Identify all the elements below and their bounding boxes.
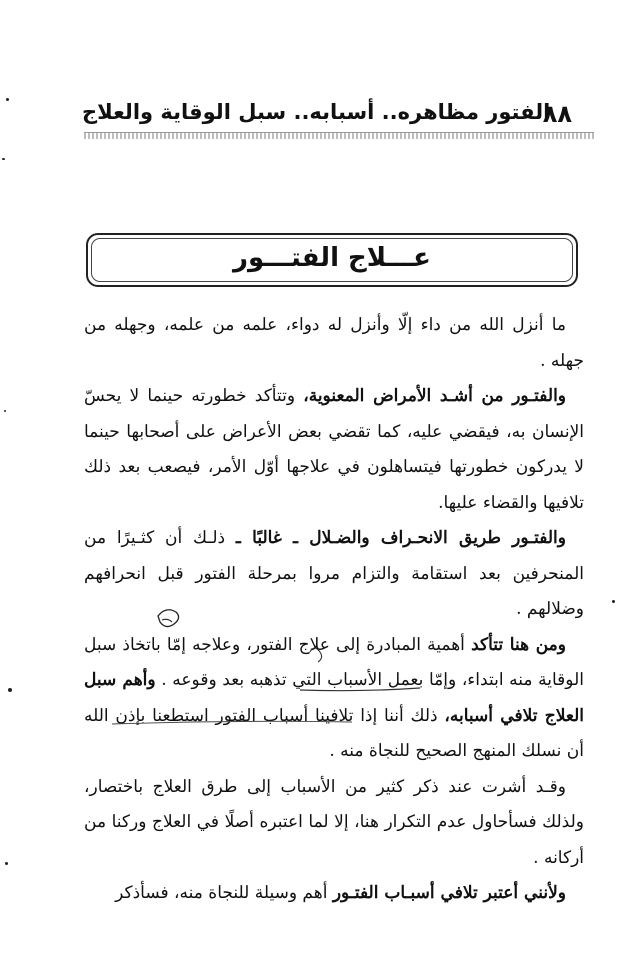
text-run: أركانه .	[533, 847, 584, 868]
bold-text-run: العلاج تلافي أسبابه،	[444, 705, 584, 726]
text-line	[84, 308, 584, 344]
page-number: ٨٨	[542, 100, 572, 128]
paragraph	[84, 876, 584, 912]
scan-speck	[2, 158, 5, 160]
text-run: تلافيها والقضاء عليها.	[438, 492, 584, 513]
text-run: وتتأكد خطورته حينما لا يحسّ	[84, 386, 304, 406]
text-line	[84, 415, 584, 451]
paragraph	[84, 379, 584, 521]
text-run: جهله .	[540, 350, 584, 371]
text-line	[84, 450, 584, 486]
text-run: أن نسلك المنهج الصحيح للنجاة منه .	[329, 741, 584, 761]
text-line	[84, 734, 584, 770]
text-run: لا يدركون خطورتها فيتساهلون في علاجها أوّل الأمر، فيصعب بعد ذلك	[84, 457, 584, 477]
bold-text-run: والفتـور طريق الانحـراف والضـلال ـ غالبًا ـ	[235, 528, 566, 548]
text-line	[84, 592, 584, 628]
paragraph	[84, 770, 584, 877]
bold-text-run: ومن هنا تتأكد	[471, 634, 566, 655]
text-line	[84, 344, 584, 380]
text-run: الوقاية منه ابتداء، وإمّا بعمل الأسباب التي تذهبه بعد وقوعه .	[155, 670, 584, 690]
scan-speck	[612, 600, 615, 603]
text-line	[84, 699, 584, 735]
bold-text-run: والفتـور من أشـد الأمراض المعنوية،	[303, 386, 567, 406]
scan-speck	[4, 410, 6, 412]
scan-speck	[6, 98, 9, 101]
paragraph	[84, 628, 584, 770]
text-run: وضلالهم .	[516, 599, 584, 619]
text-run: أهم وسيلة للنجاة منه، فسأذكر	[115, 883, 333, 903]
text-line	[84, 486, 584, 522]
text-line	[84, 557, 584, 593]
text-line	[84, 876, 584, 912]
text-run: ولذلك فسأحاول عدم التكرار هنا، إلا لما اعتبره أصلًا في العلاج وركنا من	[84, 812, 584, 832]
text-line	[84, 521, 584, 557]
body-text	[84, 308, 584, 912]
text-run: الإنسان به، فيقضي عليه، كما تقضي بعض الأعراض على أصحابها حينما	[84, 421, 584, 442]
bold-text-run: ولأنني أعتبر تلافي أسبـاب الفتـور	[332, 883, 566, 903]
paragraph	[84, 308, 584, 379]
text-run: ذلك أننا إذا تلافينا أسباب الفتور استطعنا بإذن الله	[84, 705, 445, 726]
running-title: الفتور مظاهره.. أسبابه.. سبل الوقاية والعلاج	[82, 100, 551, 124]
text-run: ذلـك أن كثـيرًا من	[84, 528, 236, 548]
text-line	[84, 628, 584, 664]
text-run: أهمية المبادرة إلى علاج الفتور، وعلاجه إمّا باتخاذ سبل	[84, 634, 472, 655]
text-line	[84, 379, 584, 415]
scan-speck	[5, 862, 8, 865]
text-run: ما أنزل الله من داء إلّا وأنزل له دواء، علمه من علمه، وجهله من	[84, 315, 566, 335]
text-run: وقـد أشرت عند ذكر كثير من الأسباب إلى طرق العلاج باختصار،	[84, 776, 566, 797]
text-line	[84, 663, 584, 699]
paragraph	[84, 521, 584, 628]
text-line	[84, 770, 584, 806]
section-title: عـــلاج الفتـــور	[233, 243, 431, 273]
header-rule	[84, 132, 594, 139]
text-run: المنحرفين بعد استقامة والتزام مروا بمرحلة الفتور قبل انحرافهم	[84, 563, 584, 584]
section-title-box	[86, 233, 578, 287]
text-line	[84, 805, 584, 841]
bold-text-run: وأهم سبل	[84, 670, 156, 690]
text-line	[84, 841, 584, 877]
page-header	[82, 98, 594, 132]
scan-speck	[8, 688, 12, 692]
